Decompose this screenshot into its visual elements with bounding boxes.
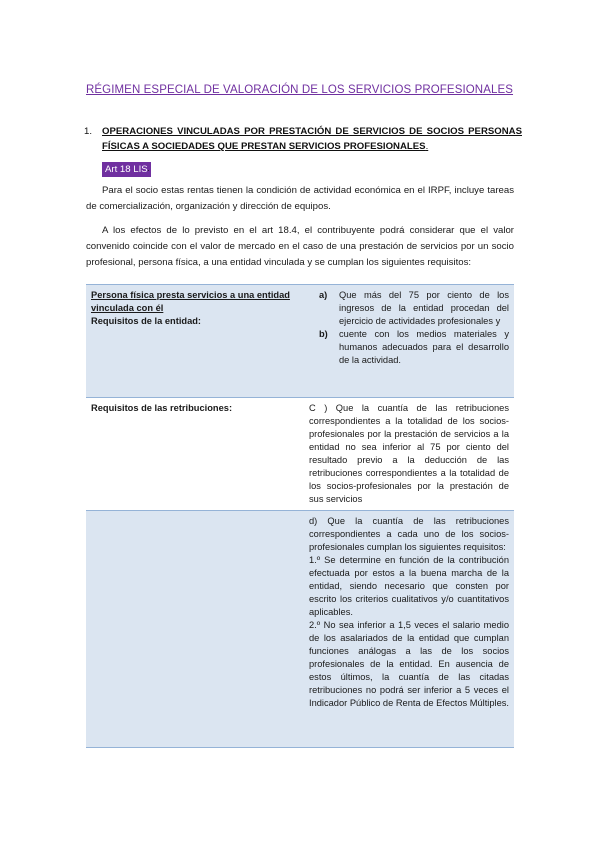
paragraph-socio-rentas: Para el socio estas rentas tienen la condición de actividad económica en el IRPF, incluye tareas de comercialización, organización y dirección de equipos. [86, 185, 514, 212]
requirement-d-text: d) Que la cuantía de las retribuciones correspondientes a cada uno de los socios-profesionales cumplan los siguientes requisitos: [309, 516, 509, 552]
table-cell-label [86, 511, 304, 748]
list-item [309, 289, 509, 328]
table-cell-content [304, 398, 514, 511]
table-row [86, 511, 514, 748]
list-item-text: Que más del 75 por ciento de los ingresos de la entidad procedan del ejercicio de actividades profesionales y [339, 290, 509, 326]
table-cell-content [304, 285, 514, 398]
requirement-d-point-2: 2.º No sea inferior a 1,5 veces el salario medio de los asalariados de la entidad que cumplan funciones análogas a las de los socios profesionales de la entidad. En ausencia de estos últimos, la cuantía de las citadas retribuciones no podrá ser inferior a 5 veces el Indicador Público de Renta de Efectos Múltiples. [309, 620, 509, 708]
row-heading-persona-fisica: Persona física presta servicios a una entidad vinculada con él [91, 290, 290, 313]
section-heading [84, 124, 522, 154]
section-heading-label: OPERACIONES VINCULADAS POR PRESTACIÓN DE SERVICIOS DE SOCIOS PERSONAS FÍSICAS A SOCIEDADES QUE PRESTAN SERVICIOS PROFESIONALES [102, 126, 522, 152]
document-title: RÉGIMEN ESPECIAL DE VALORACIÓN DE LOS SERVICIOS PROFESIONALES [85, 84, 514, 96]
requirement-c-text: C ) Que la cuantía de las retribuciones correspondientes a la totalidad de los socios-profesionales por la prestación de servicios a la entidad no sea inferior al 75 por ciento del resultado previo a la deducción de las retribuciones correspondientes a la totalidad de los socios-profesionales por la prestación de sus servicios [309, 403, 509, 504]
table-cell-label [86, 398, 304, 511]
row-label-requisitos-entidad: Requisitos de la entidad: [91, 316, 202, 326]
table-cell-content [304, 511, 514, 748]
section-number: 1. [84, 126, 93, 137]
list-item [309, 328, 509, 367]
article-badge-period: . [147, 163, 150, 174]
table-row [86, 398, 514, 511]
row-label-requisitos-retribuciones: Requisitos de las retribuciones: [91, 403, 233, 413]
requirements-table [86, 284, 514, 748]
list-item-text: cuente con los medios materiales y humanos adecuados para el desarrollo de la actividad. [339, 329, 509, 365]
list-marker: b) [319, 329, 328, 339]
article-badge: Art 18 LIS [102, 162, 151, 177]
table-row [86, 285, 514, 398]
table-cell-label [86, 285, 304, 398]
list-marker: a) [319, 290, 328, 300]
section-heading-period: . [425, 141, 429, 152]
requirement-d-point-1: 1.º Se determine en función de la contribución efectuada por estos a la buena marcha de la entidad, siendo necesario que consten por escrito los criterios cualitativos y/o cuantitativos aplicables. [309, 555, 509, 617]
paragraph-requisitos-intro: A los efectos de lo previsto en el art 18.4, el contribuyente podrá considerar que el valor convenido coincide con el valor de mercado en el caso de una prestación de servicios por un socio profesional, persona física, a una entidad vinculada y se cumplan los siguientes requisitos: [86, 225, 514, 268]
section-heading-text [102, 124, 522, 154]
